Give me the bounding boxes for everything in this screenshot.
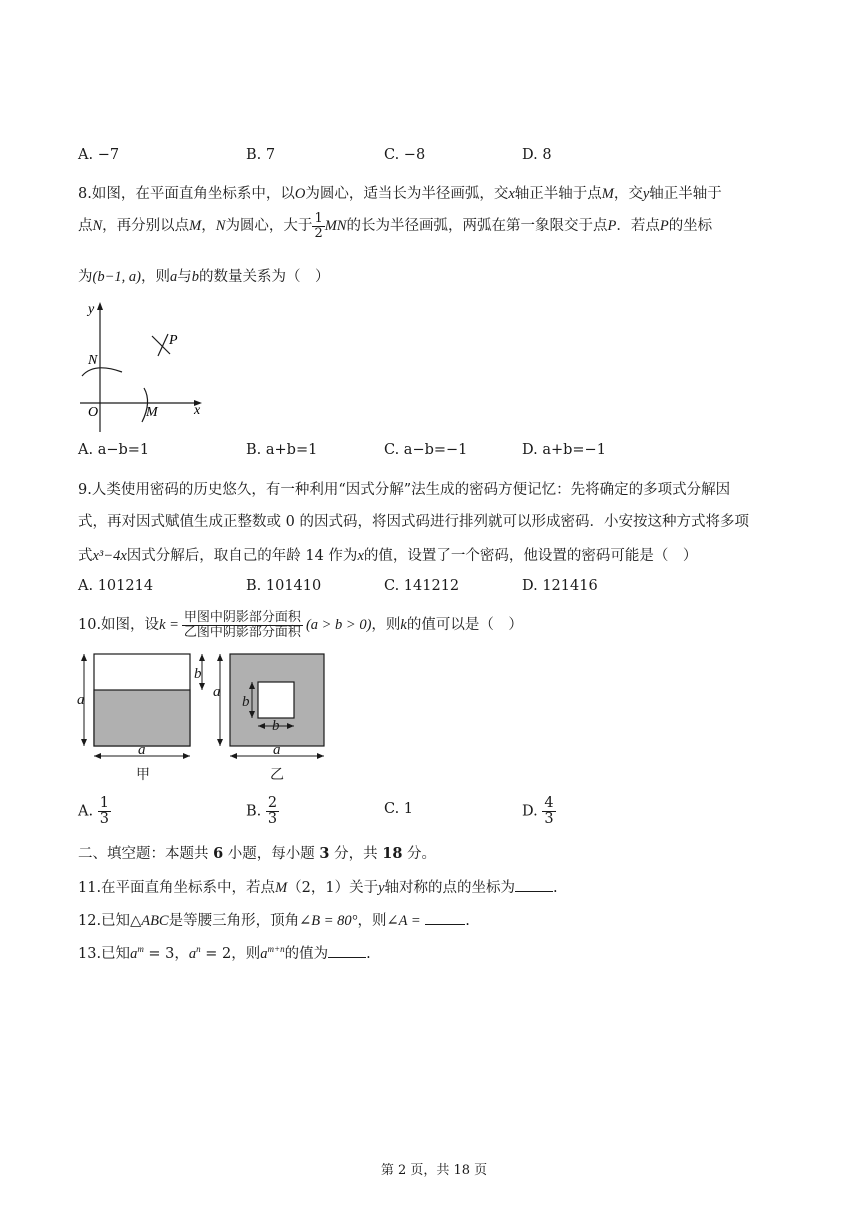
q8-coordinate-figure xyxy=(74,298,214,438)
q8-option-d: D. a+b=−1 xyxy=(522,442,606,458)
q9-option-d: D. 121416 xyxy=(522,578,598,594)
q8-fraction: $\frac{1}{2}$ xyxy=(314,211,323,241)
q10-fraction: $\frac{\text{甲图中阴影部分面积}}{\text{乙图中阴影部分面积}}$ xyxy=(183,610,301,640)
q7-option-c: C. −8 xyxy=(384,147,426,163)
label-n: N xyxy=(88,353,98,368)
yi-caption: 乙 xyxy=(270,768,284,783)
arrow-icon xyxy=(199,683,205,690)
arc-p-1 xyxy=(152,336,170,354)
arrow-icon xyxy=(81,654,87,661)
q9-line-2: 式，再对因式赋值生成正整数或 0 的因式码，将因式码进行排列就可以形成密码．小安按这种方式将多项 xyxy=(78,514,749,530)
answer-blank[interactable] xyxy=(328,957,366,958)
yi-label-a-left: a xyxy=(213,684,221,700)
q8-option-b: B. a+b=1 xyxy=(246,442,318,458)
jia-shaded-rect xyxy=(94,690,190,746)
arc-p-2 xyxy=(158,334,168,356)
q8-line-2: 点N，再分别以点M，N为圆心，大于 $\frac{1}{2}$ MN的长为半径画弧，两弧在第一象限交于点P．若点P的坐标 xyxy=(78,211,713,241)
yi-label-b-left: b xyxy=(242,694,250,710)
section-heading-fill-in: 二、填空题：本题共 6 小题，每小题 3 分，共 18 分。 xyxy=(78,845,437,862)
q7-option-d: D. 8 xyxy=(522,147,552,163)
q10-figure-yi xyxy=(212,648,342,788)
label-x: x xyxy=(194,403,201,418)
arrow-icon xyxy=(317,753,324,759)
q8-line-1: 8.如图，在平面直角坐标系中，以O为圆心，适当长为半径画弧，交x轴正半轴于点M，交y轴正半轴于 xyxy=(78,186,722,202)
arrow-icon xyxy=(217,654,223,661)
q11-line: 11.在平面直角坐标系中，若点M（2，1）关于y轴对称的点的坐标为 . xyxy=(78,880,558,896)
answer-blank[interactable] xyxy=(515,891,553,892)
arrow-icon xyxy=(81,739,87,746)
arrow-icon xyxy=(183,753,190,759)
q9-option-a: A. 101214 xyxy=(78,578,154,594)
q8-line-3: 为(b−1, a)，则a与b的数量关系为（ ） xyxy=(78,269,330,285)
q8-option-a: A. a−b=1 xyxy=(78,442,150,458)
y-axis-arrow-icon xyxy=(97,302,103,310)
jia-caption: 甲 xyxy=(136,768,150,783)
arrow-icon xyxy=(217,739,223,746)
q9-option-b: B. 101410 xyxy=(246,578,322,594)
q9-line-1: 9.人类使用密码的历史悠久，有一种利用“因式分解”法生成的密码方便记忆：先将确定的多项式分解因 xyxy=(78,482,731,498)
q10-option-b: B. $\frac{2}{3}$ xyxy=(246,795,278,828)
q13-line: 13.已知$a^m = 3$，$a^n = 2$，则$a^{m+n}$的值为 . xyxy=(78,944,371,962)
q12-line: 12.已知△ABC是等腰三角形，顶角∠B = 80°，则∠A = . xyxy=(78,913,470,929)
q9-line-3: 式x³−4x因式分解后，取自己的年龄 14 作为x的值，设置了一个密码，他设置的密码可能是（ ） xyxy=(78,548,698,564)
arrow-icon xyxy=(199,654,205,661)
q7-option-b: B. 7 xyxy=(246,147,276,163)
q10-option-c: C. 1 xyxy=(384,801,414,817)
q10-option-a: A. $\frac{1}{3}$ xyxy=(78,795,109,828)
q10-figure-jia xyxy=(74,648,224,788)
label-m: M xyxy=(146,405,158,420)
yi-inner-square xyxy=(258,682,294,718)
label-p: P xyxy=(169,333,178,348)
q7-option-a: A. −7 xyxy=(78,147,120,163)
arc-n xyxy=(82,368,122,376)
q10-option-d: D. $\frac{4}{3}$ xyxy=(522,795,554,828)
q10-line-1: 10.如图，设k = $\frac{\text{甲图中阴影部分面积}}{\text{乙图中阴影部分面积}}$ (a > b > 0)，则k的值可以是（ ） xyxy=(78,610,523,640)
arrow-icon xyxy=(230,753,237,759)
q8-option-c: C. a−b=−1 xyxy=(384,442,468,458)
arrow-icon xyxy=(94,753,101,759)
page-footer: 第 2 页，共 18 页 xyxy=(380,1163,488,1178)
jia-label-a-bottom: a xyxy=(138,742,146,758)
jia-label-a-left: a xyxy=(77,692,85,708)
yi-label-a-bottom: a xyxy=(273,742,281,758)
answer-blank[interactable] xyxy=(425,924,465,925)
label-o: O xyxy=(88,405,99,420)
q9-option-c: C. 141212 xyxy=(384,578,460,594)
label-y: y xyxy=(88,302,95,317)
yi-label-b-bottom: b xyxy=(272,718,280,734)
jia-label-b-right: b xyxy=(194,666,202,682)
